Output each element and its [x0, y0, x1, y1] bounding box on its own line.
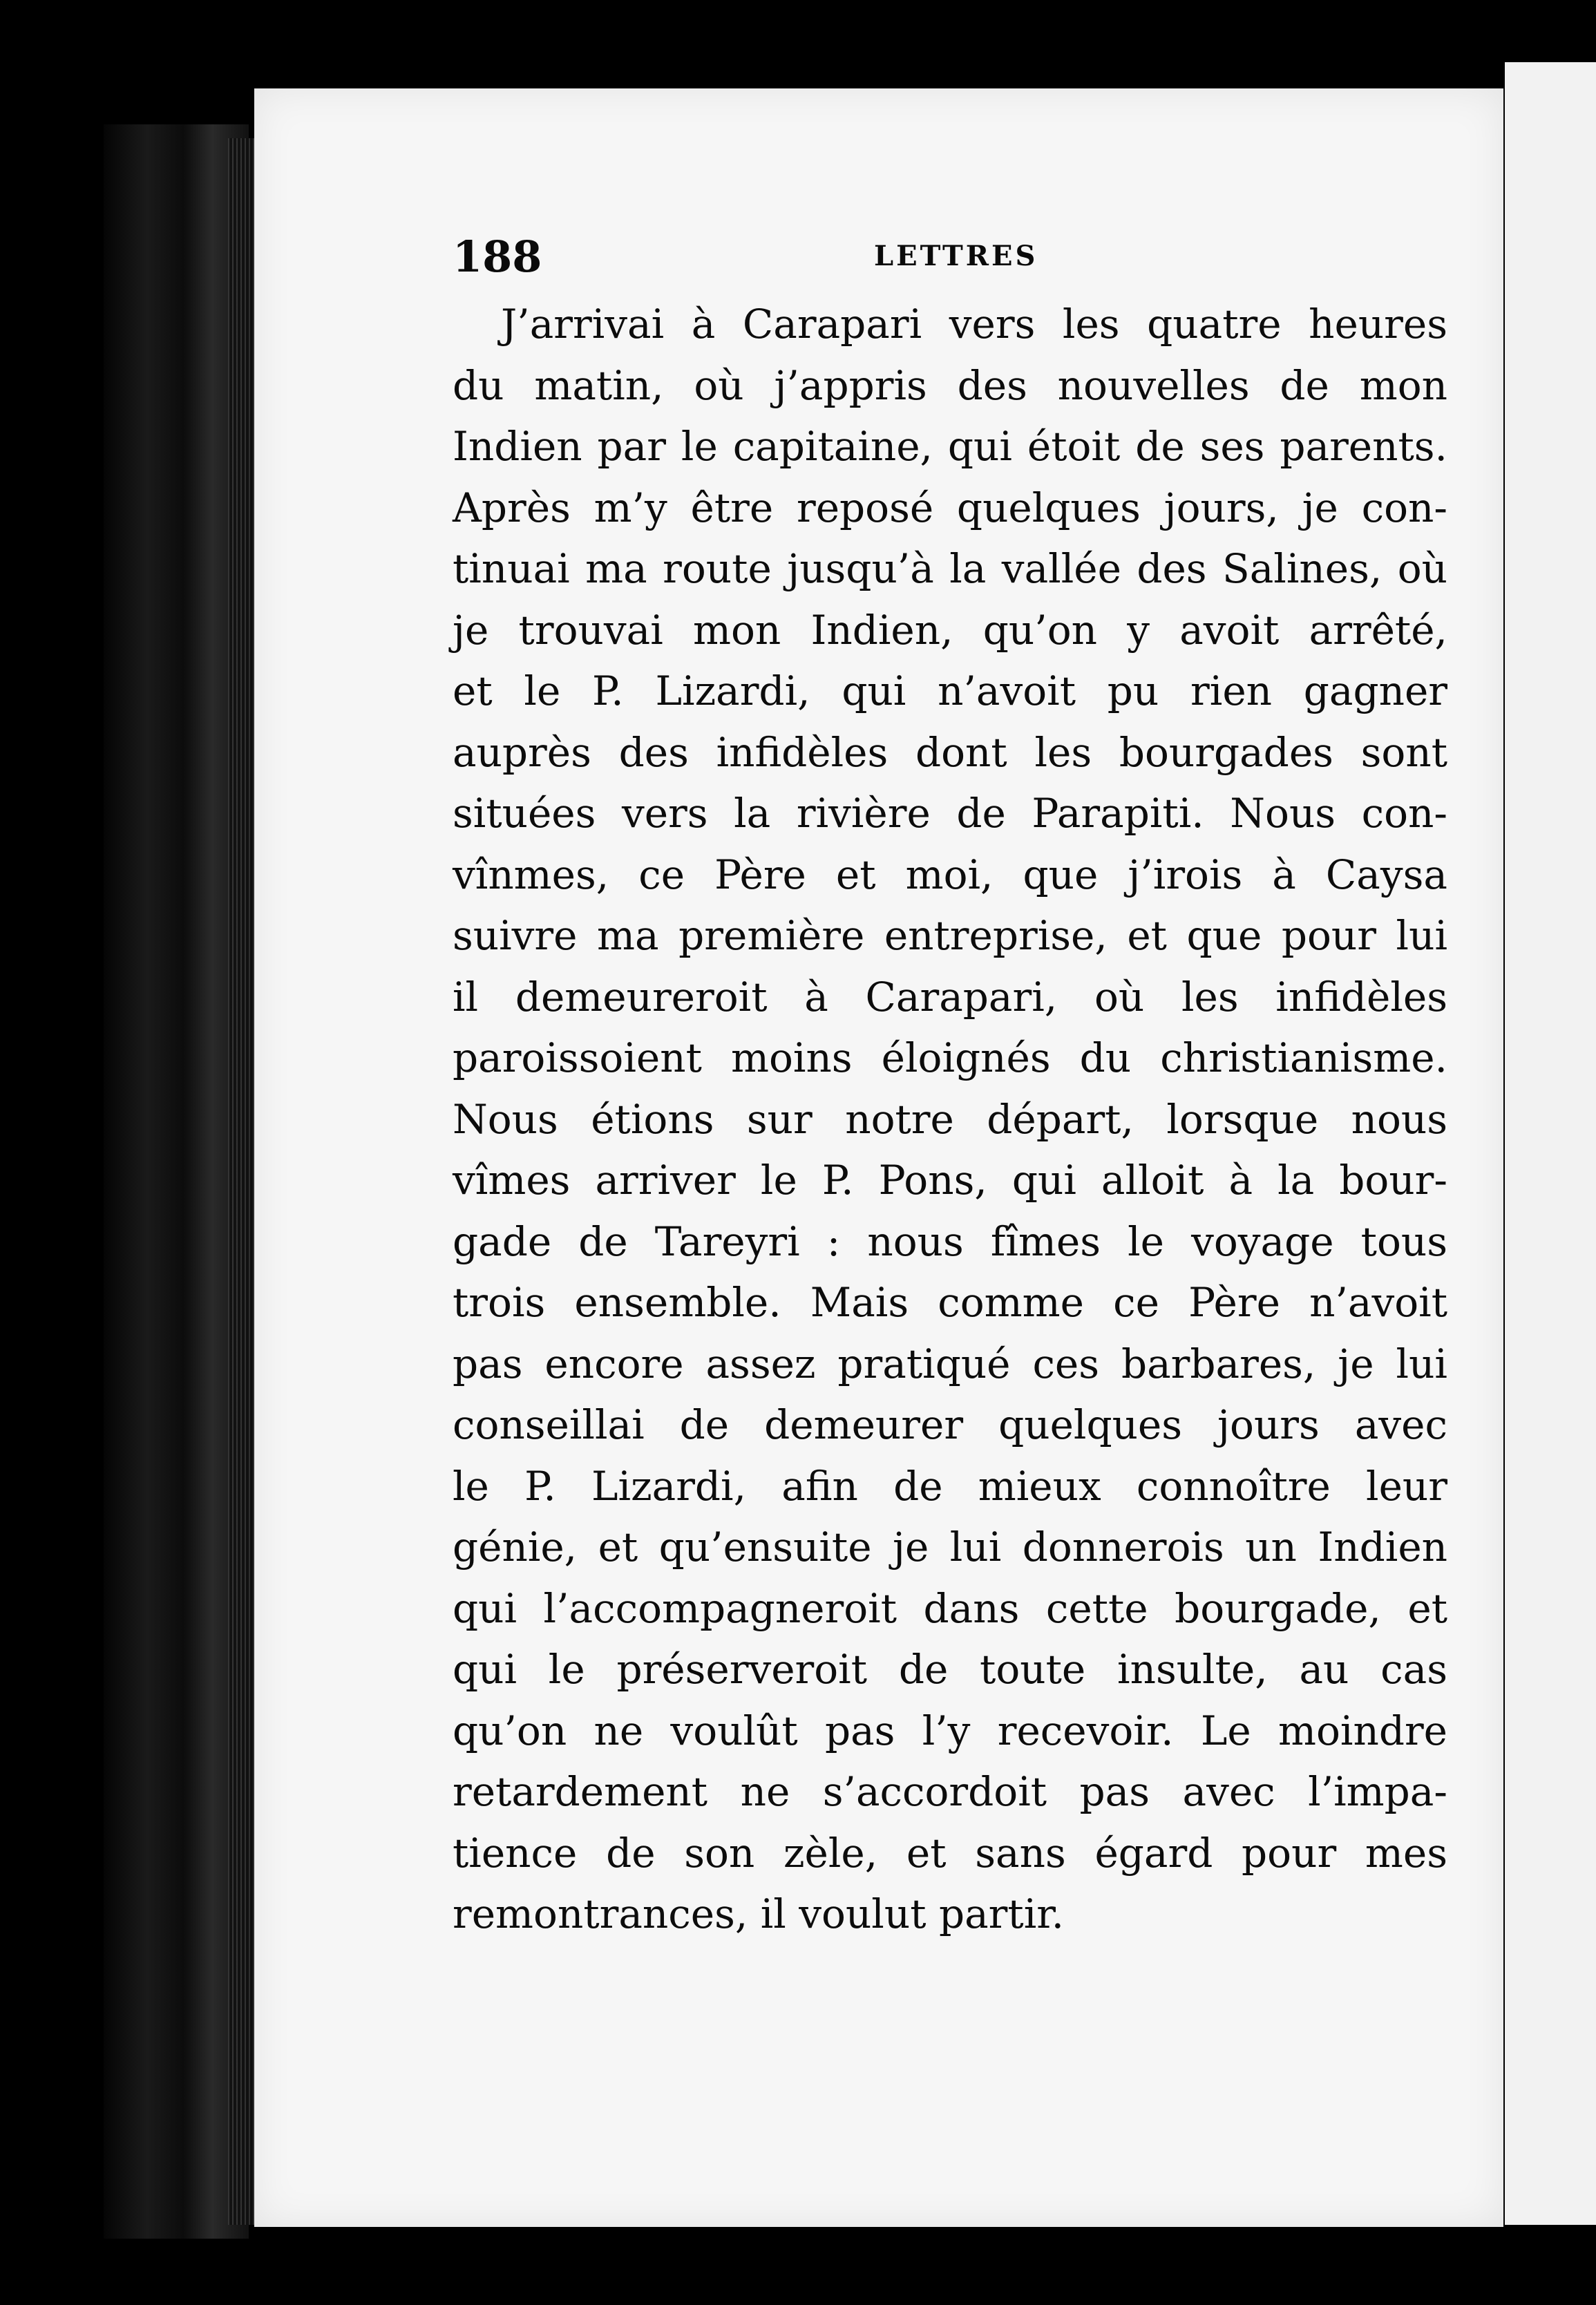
text-line: du matin, où j’appris des nouvelles de mon — [453, 361, 1447, 409]
text-line: tience de son zèle, et sans égard pour mes — [453, 1829, 1447, 1877]
text-line: conseillai de demeurer quelques jours avec — [453, 1401, 1447, 1448]
text-line: vîmes arriver le P. Pons, qui alloit à la bour- — [453, 1157, 1447, 1204]
running-head — [453, 231, 1441, 287]
text-line: Nous étions sur notre départ, lorsque nous — [453, 1095, 1447, 1143]
text-line: qui le préserveroit de toute insulte, au cas — [453, 1646, 1447, 1693]
text-line: situées vers la rivière de Parapiti. Nous con- — [453, 790, 1447, 837]
text-line: Après m’y être reposé quelques jours, je con- — [453, 484, 1447, 531]
text-line: suivre ma première entreprise, et que pour lui — [453, 912, 1447, 959]
text-line: remontrances, il voulut partir. — [453, 1890, 1065, 1937]
text-line: le P. Lizardi, afin de mieux connoître leur — [453, 1462, 1447, 1510]
text-line: trois ensemble. Mais comme ce Père n’avoit — [453, 1279, 1447, 1326]
text-line: je trouvai mon Indien, qu’on y avoit arrêté, — [453, 606, 1447, 654]
facing-page-edge — [1492, 62, 1596, 2225]
text-line: génie, et qu’ensuite je lui donnerois un Indien — [453, 1524, 1447, 1571]
text-line: qu’on ne voulût pas l’y recevoir. Le moindre — [453, 1707, 1447, 1754]
running-head-title: LETTRES — [874, 240, 1038, 272]
text-line: paroissoient moins éloignés du christianisme. — [453, 1034, 1447, 1081]
text-line: auprès des infidèles dont les bourgades sont — [453, 728, 1447, 776]
text-line: pas encore assez pratiqué ces barbares, je lui — [453, 1340, 1447, 1387]
text-line: retardement ne s’accordoit pas avec l’impa- — [453, 1768, 1447, 1815]
text-line: J’arrivai à Carapari vers les quatre heures — [501, 301, 1447, 348]
text-line: vînmes, ce Père et moi, que j’irois à Caysa — [453, 851, 1447, 898]
book-spine — [104, 124, 249, 2239]
body-text — [453, 294, 1447, 1945]
page-edges — [228, 138, 256, 2225]
text-line: il demeureroit à Carapari, où les infidèles — [453, 973, 1447, 1021]
text-line: Indien par le capitaine, qui étoit de ses parents. — [453, 423, 1447, 470]
text-line: gade de Tareyri : nous fîmes le voyage tous — [453, 1217, 1447, 1265]
text-line: tinuai ma route jusqu’à la vallée des Salines, où — [453, 545, 1447, 592]
text-line: et le P. Lizardi, qui n’avoit pu rien gagner — [453, 667, 1447, 714]
page-number: 188 — [453, 231, 542, 282]
text-line: qui l’accompagneroit dans cette bourgade, et — [453, 1584, 1447, 1632]
